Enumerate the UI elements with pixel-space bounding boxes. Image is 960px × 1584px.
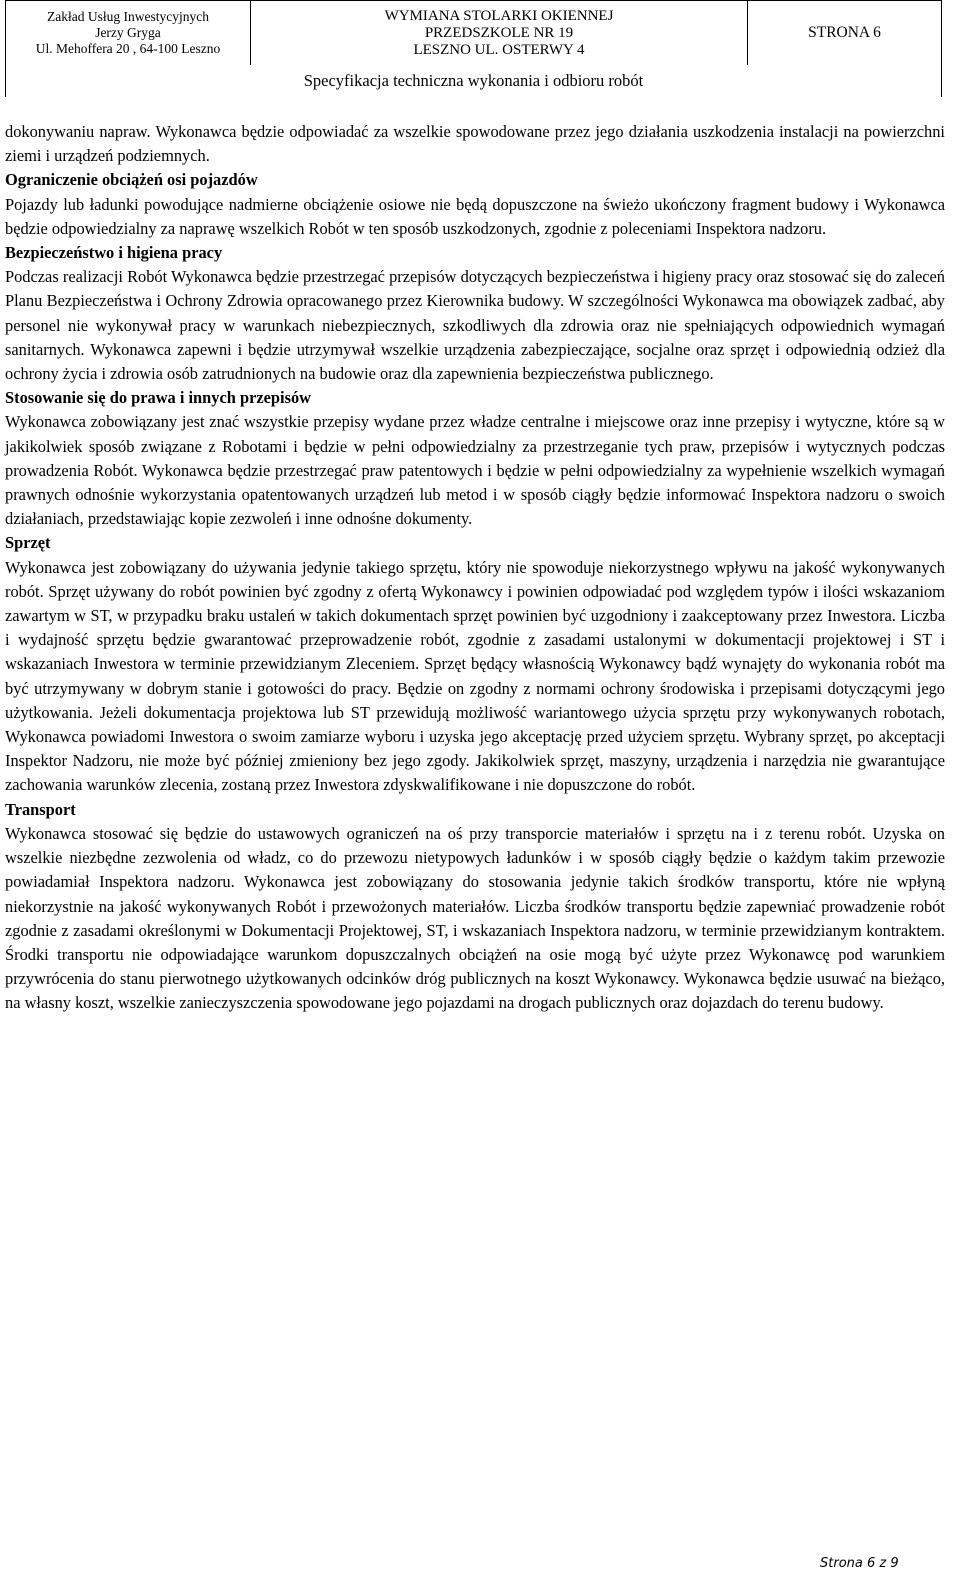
heading-law: Stosowanie się do prawa i innych przepisów [5,388,311,408]
company-block [6,1,251,65]
paragraph-equipment: Wykonawca jest zobowiązany do używania jedynie takiego sprzętu, który nie spowoduje niekorzystnego wpływu na jakość wykonywanych robót. Sprzęt używany do robót powinien być zgodny z ofertą Wykonawcy i powinien odpowiadać pod względem typów i ilości wskazaniom zawartym w ST, w przypadku braku ustaleń w takich dokumentach sprzęt powinien być uzgodniony i zaakceptowany przez Inwestora. Liczba i wydajność sprzętu będzie gwarantować przeprowadzenie robót, zgodnie z zasadami ustalonymi w dokumentacji projektowej i ST i wskazaniach Inwestora w terminie przewidzianym Zleceniem. Sprzęt będący własnością Wykonawcy bądź wynajęty do wykonania robót ma być utrzymywany w dobrym stanie i gotowości do pracy. Będzie on zgodny z normami ochrony środowiska i przepisami dotyczącymi jego użytkowania. Jeżeli dokumentacja projektowa lub ST przewidują możliwość wariantowego użycia sprzętu przy wykonywanych robotach, Wykonawca powiadomi Inwestora o swoim zamiarze wyboru i uzyska jego akceptację przed użyciem sprzętu. Wybrany sprzęt, po akceptacji Inspektor Nadzoru, nie może być później zmieniony bez jego zgody. Jakikolwiek sprzęt, maszyny, urządzenia i narzędzia nie gwarantujące zachowania warunków zlecenia, zostaną przez Inwestora zdyskwalifikowane i nie dopuszczone do robót. [5,557,945,795]
project-block [251,1,748,65]
heading-safety: Bezpieczeństwo i higiena pracy [5,243,223,263]
spec-title: Specyfikacja techniczna wykonania i odbioru robót [303,71,644,90]
document-header [5,0,942,97]
header-bottom-row [6,65,941,97]
project-building: PRZEDSZKOLE NR 19 [424,24,574,41]
page-label: STRONA 6 [808,24,881,41]
heading-axle-load: Ograniczenie obciążeń osi pojazdów [5,170,258,190]
header-top-row [6,1,941,66]
page-counter: Strona 6 z 9 [820,1556,899,1571]
company-address: Ul. Mehoffera 20 , 64-100 Leszno [35,41,221,56]
paragraph-law: Wykonawca zobowiązany jest znać wszystkie przepisy wydane przez władze centralne i miejscowe oraz inne przepisy i wytyczne, które są w jakikolwiek sposób związane z Robotami i będzie w pełni odpowiedzialny za przestrzeganie tych praw, przepisów i wytycznych podczas prowadzenia Robót. Wykonawca będzie przestrzegać praw patentowych i będzie w pełni odpowiedzialny za wypełnienie wszelkich wymagań prawnych odnośnie wykorzystania opatentowanych urządzeń lub metod i w sposób ciągły będzie informować Inspektora nadzoru o swoich działaniach, przedstawiając kopie zezwoleń i inne odnośne dokumenty. [5,412,945,529]
page-label-block [748,1,941,65]
heading-equipment: Sprzęt [5,533,51,553]
company-name: Zakład Usług Inwestycyjnych [47,9,209,24]
company-owner: Jerzy Gryga [95,25,161,40]
project-address: LESZNO UL. OSTERWY 4 [413,41,585,58]
heading-transport: Transport [5,799,76,819]
paragraph-axle-load: Pojazdy lub ładunki powodujące nadmierne obciążenie osiowe nie będą dopuszczone na świeżo ukończony fragment budowy i Wykonawca będzie odpowiedzialny za naprawę wszelkich Robót w ten sposób uszkodzonych, zgodnie z poleceniami Inspektora nadzoru. [5,194,945,238]
paragraph-intro: dokonywaniu napraw. Wykonawca będzie odpowiadać za wszelkie spowodowane przez jego działania uszkodzenia instalacji na powierzchni ziemi i urządzeń podziemnych. [5,122,945,166]
paragraph-safety: Podczas realizacji Robót Wykonawca będzie przestrzegać przepisów dotyczących bezpieczeństwa i higieny pracy oraz stosować się do zaleceń Planu Bezpieczeństwa i Ochrony Zdrowia opracowanego przez Kierownika budowy. W szczególności Wykonawca ma obowiązek zadbać, aby personel nie wykonywał pracy w warunkach niebezpiecznych, szkodliwych dla zdrowia oraz nie spełniających odpowiednich wymagań sanitarnych. Wykonawca zapewni i będzie utrzymywał wszelkie urządzenia zabezpieczające, socjalne oraz sprzęt i odpowiednią odzież dla ochrony życia i zdrowia osób zatrudnionych na budowie oraz dla zapewnienia bezpieczeństwa publicznego. [5,267,945,384]
project-title: WYMIANA STOLARKI OKIENNEJ [384,7,614,24]
document-body [5,120,945,1016]
paragraph-transport: Wykonawca stosować się będzie do ustawowych ograniczeń na oś przy transporcie materiałów i sprzętu na i z terenu robót. Uzyska on wszelkie niezbędne zezwolenia od władz, co do przewozu nietypowych ładunków i w sposób ciągły będzie o każdym takim przewozie powiadamiał Inspektora nadzoru. Wykonawca jest zobowiązany do stosowania jedynie takich środków transportu, które nie wpłyną niekorzystnie na jakość wykonywanych Robót i przewożonych materiałów. Liczba środków transportu będzie zapewniać prowadzenie robót zgodnie z zasadami określonymi w Dokumentacji Projektowej, ST, i wskazaniach Inspektora nadzoru, w terminie przewidzianym kontraktem. Środki transportu nie odpowiadające warunkom dopuszczalnych obciążeń na osie mogą być użyte przez Wykonawcę pod warunkiem przywrócenia do stanu pierwotnego użytkowanych odcinków dróg publicznych na koszt Wykonawcy. Wykonawca będzie usuwać na bieżąco, na własny koszt, wszelkie zanieczyszczenia spowodowane jego pojazdami na drogach publicznych oraz dojazdach do terenu budowy. [5,823,945,1013]
